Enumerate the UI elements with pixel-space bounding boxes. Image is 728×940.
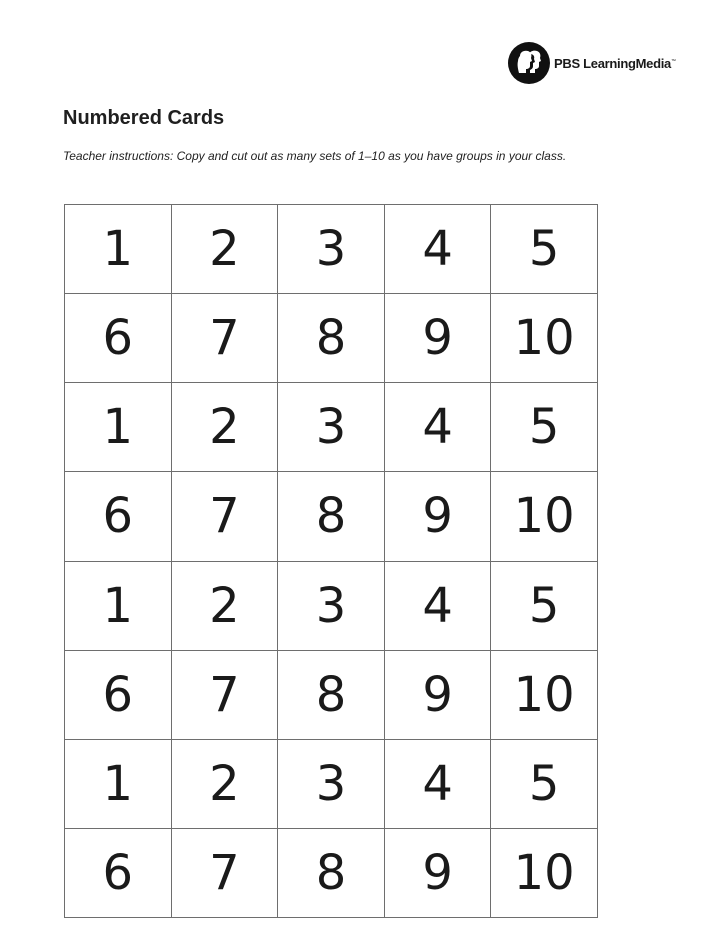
number-card: 2 bbox=[172, 740, 279, 829]
number-card: 9 bbox=[385, 651, 492, 740]
number-card: 10 bbox=[491, 472, 598, 561]
number-card: 10 bbox=[491, 651, 598, 740]
number-card: 6 bbox=[65, 472, 172, 561]
number-card: 7 bbox=[172, 829, 279, 918]
number-card: 2 bbox=[172, 562, 279, 651]
number-card: 8 bbox=[278, 472, 385, 561]
number-card: 7 bbox=[172, 472, 279, 561]
number-card: 8 bbox=[278, 829, 385, 918]
number-card: 4 bbox=[385, 562, 492, 651]
number-card: 3 bbox=[278, 562, 385, 651]
number-card: 2 bbox=[172, 205, 279, 294]
number-card: 10 bbox=[491, 829, 598, 918]
number-card: 5 bbox=[491, 562, 598, 651]
number-card: 7 bbox=[172, 294, 279, 383]
number-card: 9 bbox=[385, 472, 492, 561]
number-card: 4 bbox=[385, 383, 492, 472]
number-card: 3 bbox=[278, 383, 385, 472]
page-title: Numbered Cards bbox=[63, 107, 225, 129]
number-card: 8 bbox=[278, 651, 385, 740]
number-card: 1 bbox=[65, 205, 172, 294]
number-card: 5 bbox=[491, 740, 598, 829]
number-card: 4 bbox=[385, 740, 492, 829]
number-card: 7 bbox=[172, 651, 279, 740]
number-card: 6 bbox=[65, 651, 172, 740]
pbs-learningmedia-logo bbox=[508, 42, 676, 84]
number-card: 2 bbox=[172, 383, 279, 472]
number-card: 6 bbox=[65, 294, 172, 383]
number-card: 9 bbox=[385, 829, 492, 918]
logo-text: PBS LearningMedia™ bbox=[554, 55, 676, 71]
number-card: 8 bbox=[278, 294, 385, 383]
teacher-instructions: Teacher instructions: Copy and cut out as many sets of 1–10 as you have groups in your class. bbox=[63, 149, 567, 163]
number-card: 10 bbox=[491, 294, 598, 383]
number-card: 5 bbox=[491, 383, 598, 472]
number-card: 5 bbox=[491, 205, 598, 294]
number-card: 3 bbox=[278, 740, 385, 829]
pbs-head-icon bbox=[508, 42, 550, 84]
number-card: 3 bbox=[278, 205, 385, 294]
number-card: 1 bbox=[65, 740, 172, 829]
card-grid bbox=[64, 204, 598, 918]
number-card: 4 bbox=[385, 205, 492, 294]
number-card: 1 bbox=[65, 562, 172, 651]
number-card: 9 bbox=[385, 294, 492, 383]
number-card: 1 bbox=[65, 383, 172, 472]
number-card: 6 bbox=[65, 829, 172, 918]
